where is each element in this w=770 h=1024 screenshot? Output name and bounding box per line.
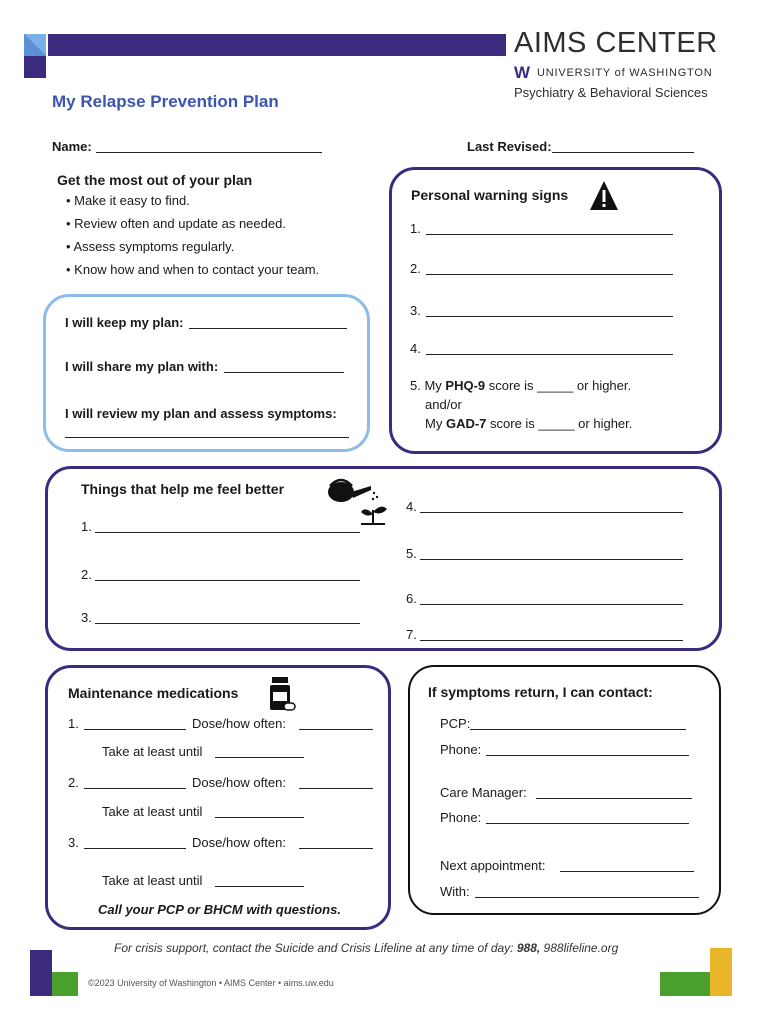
warning-item-3-line[interactable] — [426, 316, 673, 317]
care-manager-label: Care Manager: — [440, 785, 527, 800]
footer-square-left — [30, 950, 52, 973]
medications-footer-note: Call your PCP or BHCM with questions. — [98, 902, 341, 917]
share-plan-input-line[interactable] — [224, 372, 344, 373]
org-logo-text: AIMS CENTER — [514, 27, 718, 59]
medications-box — [45, 665, 391, 930]
medication-2-number: 2. — [68, 775, 79, 790]
care-manager-phone-label: Phone: — [440, 810, 482, 825]
university-name: UNIVERSITY of WASHINGTON — [537, 67, 713, 79]
keep-plan-label: I will keep my plan: — [65, 315, 184, 330]
medication-1-number: 1. — [68, 716, 79, 731]
tips-heading: Get the most out of your plan — [57, 172, 253, 188]
tips-list — [66, 193, 319, 285]
gad-score-line: My GAD-7 score is _____ or higher. — [425, 416, 633, 431]
pcp-phone-label: Phone: — [440, 742, 482, 757]
warning-item-3-number: 3. — [410, 303, 421, 318]
feel-better-item-2-line[interactable] — [95, 580, 360, 581]
feel-better-item-3-number: 3. — [81, 610, 92, 625]
feel-better-item-3-line[interactable] — [95, 623, 360, 624]
feel-better-item-1-line[interactable] — [95, 532, 360, 533]
tip-item: • Review often and update as needed. — [66, 216, 286, 231]
crisis-support-text: For crisis support, contact the Suicide and Crisis Lifeline at any time of day: 988, 988lifeline.org — [114, 941, 619, 955]
warning-signs-heading: Personal warning signs — [411, 187, 569, 203]
feel-better-item-4-line[interactable] — [420, 512, 683, 513]
care-manager-input-line[interactable] — [536, 798, 692, 799]
feel-better-item-4-number: 4. — [406, 499, 417, 514]
warning-item-2-number: 2. — [410, 261, 421, 276]
last-revised-label: Last Revised: — [467, 139, 552, 154]
medication-2-until-label: Take at least until — [102, 804, 203, 819]
next-appointment-input-line[interactable] — [560, 871, 694, 872]
medication-1-dose-label: Dose/how often: — [192, 716, 286, 731]
name-label: Name: — [52, 139, 92, 154]
footer-square-right-yellow — [710, 948, 732, 996]
feel-better-item-6-line[interactable] — [420, 604, 683, 605]
medication-3-until-label: Take at least until — [102, 873, 203, 888]
keep-plan-input-line[interactable] — [189, 328, 347, 329]
next-appointment-label: Next appointment: — [440, 858, 546, 873]
medication-1-until-label: Take at least until — [102, 744, 203, 759]
feel-better-item-5-line[interactable] — [420, 559, 683, 560]
last-revised-input-line[interactable] — [552, 152, 694, 153]
medications-heading: Maintenance medications — [68, 685, 239, 701]
share-plan-label: I will share my plan with: — [65, 359, 219, 374]
page-title: My Relapse Prevention Plan — [52, 92, 279, 111]
review-plan-label: I will review my plan and assess symptoms: — [65, 406, 337, 421]
medication-2-until-line[interactable] — [215, 817, 304, 818]
tip-item: • Know how and when to contact your team. — [66, 262, 320, 277]
warning-item-2-line[interactable] — [426, 274, 673, 275]
phq-score-line: 5. My PHQ-9 score is _____ or higher. — [410, 378, 632, 393]
feel-better-item-7-number: 7. — [406, 627, 417, 642]
pcp-phone-input-line[interactable] — [486, 755, 689, 756]
medication-1-name-line[interactable] — [84, 729, 186, 730]
header-bar — [48, 34, 506, 56]
name-input-line[interactable] — [96, 152, 322, 153]
footer-bar-left-green — [52, 972, 78, 996]
tip-item: • Make it easy to find. — [66, 193, 190, 208]
medication-2-dose-label: Dose/how often: — [192, 775, 286, 790]
warning-triangle-icon — [589, 179, 619, 212]
feel-better-heading: Things that help me feel better — [81, 481, 285, 497]
warning-item-1-line[interactable] — [426, 234, 673, 235]
medication-3-dose-line[interactable] — [299, 848, 373, 849]
care-manager-phone-input-line[interactable] — [486, 823, 689, 824]
header-corner-triangle — [24, 34, 46, 56]
feel-better-item-5-number: 5. — [406, 546, 417, 561]
medication-1-until-line[interactable] — [215, 757, 304, 758]
footer-copyright: ©2023 University of Washington • AIMS Center • aims.uw.edu — [88, 978, 334, 988]
medicine-bottle-icon — [268, 676, 296, 712]
footer-bar-right-green — [660, 972, 710, 996]
department-name: Psychiatry & Behavioral Sciences — [514, 85, 708, 100]
medication-2-name-line[interactable] — [84, 788, 186, 789]
pcp-label: PCP: — [440, 716, 471, 731]
andor-text: and/or — [425, 397, 462, 412]
warning-item-4-number: 4. — [410, 341, 421, 356]
contacts-heading: If symptoms return, I can contact: — [428, 684, 653, 700]
medication-1-dose-line[interactable] — [299, 729, 373, 730]
feel-better-item-1-number: 1. — [81, 519, 92, 534]
appointment-with-input-line[interactable] — [475, 897, 699, 898]
feel-better-item-7-line[interactable] — [420, 640, 683, 641]
medication-3-name-line[interactable] — [84, 848, 186, 849]
uw-logo-letter: W — [514, 63, 531, 82]
pcp-input-line[interactable] — [470, 729, 686, 730]
medication-2-dose-line[interactable] — [299, 788, 373, 789]
warning-item-4-line[interactable] — [426, 354, 673, 355]
review-plan-input-line[interactable] — [65, 437, 349, 438]
warning-item-1-number: 1. — [410, 221, 421, 236]
medication-3-number: 3. — [68, 835, 79, 850]
appointment-with-label: With: — [440, 884, 470, 899]
feel-better-item-2-number: 2. — [81, 567, 92, 582]
tip-item: • Assess symptoms regularly. — [66, 239, 235, 254]
medication-3-dose-label: Dose/how often: — [192, 835, 286, 850]
feel-better-item-6-number: 6. — [406, 591, 417, 606]
watering-can-plant-icon — [321, 476, 389, 526]
medication-3-until-line[interactable] — [215, 886, 304, 887]
